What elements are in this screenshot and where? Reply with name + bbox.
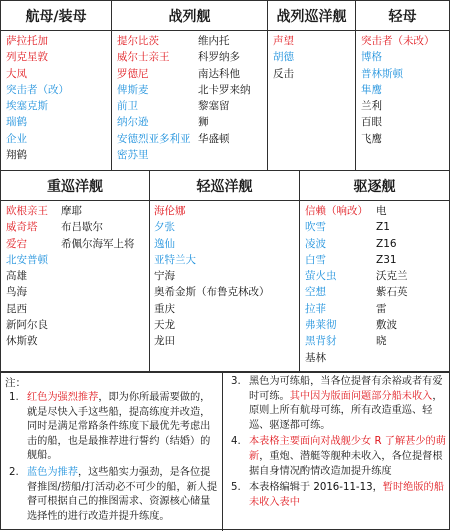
section-heavy-cruiser <box>0 171 150 372</box>
note-text: ，即为你所最需要做的，就是尽快入手这些船，提高练度并改造，同时是满足常路条件练度下最优先考虑出击的船，也是最推荐进行誓约（结婚）的舰船。 <box>27 392 211 462</box>
ship-name: 萨拉托加 <box>6 35 48 47</box>
ship-name: 普林斯顿 <box>361 67 403 80</box>
notes-panel <box>0 372 450 530</box>
section-destroyer <box>300 171 450 372</box>
ship-name: 逸仙 <box>154 237 175 250</box>
note-number: 1. <box>9 392 19 403</box>
ship-list <box>273 33 294 82</box>
ship-name: 沃克兰 <box>376 270 408 283</box>
ship-name: 大凤 <box>6 67 27 80</box>
ship-name: Z16 <box>376 237 397 250</box>
ship-list <box>6 33 69 163</box>
ship-name: 信赖（响改） <box>305 205 368 217</box>
section-battleship <box>112 0 268 171</box>
ship-name: 晓 <box>376 335 387 348</box>
ship-list <box>117 33 191 163</box>
ship-name: 博格 <box>361 51 382 64</box>
ship-name: 维内托 <box>198 35 230 47</box>
ship-name: 北安普顿 <box>6 253 48 266</box>
ship-name: 昆西 <box>6 302 27 315</box>
note-text: 本表格主要面向对战舰少女 R 了解甚少的萌新 <box>249 436 446 462</box>
note-text: 蓝色为推荐 <box>27 466 78 478</box>
ship-name: 敷波 <box>376 319 397 332</box>
ship-name: 突击者（改） <box>6 83 69 96</box>
ship-name: Z31 <box>376 253 397 266</box>
note-text: 暂时绝版的船未收入表中 <box>249 482 444 508</box>
ship-name: 北卡罗来纳 <box>198 83 251 96</box>
ship-name: 基林 <box>305 351 326 364</box>
section-title: 战列舰 <box>112 1 267 31</box>
ship-list <box>61 203 135 252</box>
ship-name: 凌波 <box>305 237 326 250</box>
ship-name: 科罗纳多 <box>198 51 240 64</box>
ship-name: 翔鹤 <box>6 149 27 162</box>
ship-name: 弗莱彻 <box>305 319 337 332</box>
ship-name: 反击 <box>273 67 294 80</box>
notes-left <box>1 373 223 531</box>
section-title: 轻母 <box>356 1 449 31</box>
ship-name: 黎塞留 <box>198 100 230 113</box>
note-item <box>5 466 218 524</box>
ship-name: 企业 <box>6 132 27 145</box>
ship-name: 布吕歇尔 <box>61 221 103 234</box>
note-text: ，重炮、潜艇等舰种未收入，各位提督根据自身情况酌情改造加提升练度 <box>249 450 443 477</box>
note-number: 5. <box>231 482 241 494</box>
ship-name: 空想 <box>305 286 326 299</box>
ship-name: 拉菲 <box>305 302 326 315</box>
ship-name: 龙田 <box>154 335 175 348</box>
ship-name: 希佩尔海军上将 <box>61 237 135 250</box>
note-text: ，原则上所有航母可练，所有改造重巡、轻巡、驱逐都可练。 <box>249 390 443 431</box>
section-title: 战列巡洋舰 <box>268 1 355 31</box>
ship-name: 黑背豺 <box>305 335 337 348</box>
ship-list <box>198 33 251 147</box>
ship-list <box>361 33 435 147</box>
note-number: 3. <box>231 376 241 387</box>
note-item <box>227 375 447 433</box>
ship-name: 爱宕 <box>6 237 27 250</box>
ship-name: 华盛顿 <box>198 132 230 145</box>
ship-list <box>305 203 368 366</box>
ship-name: 俾斯麦 <box>117 83 149 96</box>
section-title: 驱逐舰 <box>300 171 449 201</box>
ship-name: 高雄 <box>6 270 27 283</box>
note-number: 4. <box>231 436 241 448</box>
ship-name: 电 <box>376 205 387 217</box>
ship-name: 狮 <box>198 116 209 129</box>
ship-name: 隼鹰 <box>361 83 382 96</box>
ship-name: 紫石英 <box>376 286 408 299</box>
ship-name: Z1 <box>376 221 390 234</box>
ship-name: 鸟海 <box>6 286 27 299</box>
section-title: 航母/装母 <box>1 1 111 31</box>
ship-name: 休斯敦 <box>6 335 38 348</box>
section-title: 重巡洋舰 <box>1 171 149 201</box>
ship-name: 声望 <box>273 35 294 47</box>
section-light-carrier <box>356 0 450 171</box>
ship-list <box>376 203 408 350</box>
ship-name: 纳尔逊 <box>117 116 149 129</box>
note-text: 本表格编辑于 2016-11-13， <box>249 482 383 494</box>
ship-name: 重庆 <box>154 302 175 315</box>
ship-name: 天龙 <box>154 319 175 332</box>
ship-name: 威尔士亲王 <box>117 51 170 64</box>
ship-name: 雷 <box>376 302 387 315</box>
notes-header: 注： <box>5 377 26 389</box>
ship-name: 飞鹰 <box>361 132 382 145</box>
ship-name: 萤火虫 <box>305 270 337 283</box>
ship-name: 威奇塔 <box>6 221 38 234</box>
note-item <box>227 435 447 479</box>
ship-name: 海伦娜 <box>154 205 186 217</box>
note-text: 红色为强烈推荐 <box>27 392 99 403</box>
ship-name: 新阿尔良 <box>6 319 48 332</box>
ship-name: 百眼 <box>361 116 382 129</box>
section-battlecruiser <box>268 0 356 171</box>
ship-list <box>6 203 48 350</box>
note-item <box>227 481 447 510</box>
ship-name: 安德烈亚多利亚 <box>117 132 191 145</box>
note-number: 2. <box>9 466 19 478</box>
ship-name: 提尔比茨 <box>117 35 159 47</box>
ship-name: 欧根亲王 <box>6 205 48 217</box>
ship-name: 密苏里 <box>117 149 149 162</box>
section-carrier <box>0 0 112 171</box>
ship-name: 前卫 <box>117 100 138 113</box>
ship-name: 吹雪 <box>305 221 326 234</box>
ship-name: 亚特兰大 <box>154 253 196 266</box>
ship-name: 列克星敦 <box>6 51 48 64</box>
ship-name: 罗德尼 <box>117 67 149 80</box>
ship-name: 兰利 <box>361 100 382 113</box>
ship-name: 奥希金斯（布鲁克林改） <box>154 286 270 299</box>
ship-name: 瑞鹤 <box>6 116 27 129</box>
note-text: ，这些船实力强劲，是各位提督推图/捞船/打活动必不可少的船，新人提督可根据自己的推图需求、资源核心储量选择性的进行改造并提升练度。 <box>27 466 218 522</box>
ship-list <box>154 203 270 350</box>
section-title: 轻巡洋舰 <box>150 171 299 201</box>
note-text: 黑色为可练船，当各位提督有余裕或者有爱时可练。 <box>249 376 443 402</box>
note-text: 其中因为版面问题部分船未收入 <box>289 390 433 402</box>
note-item <box>5 391 218 464</box>
ship-name: 埃塞克斯 <box>6 100 48 113</box>
ship-name: 摩耶 <box>61 205 82 217</box>
notes-right <box>223 373 450 531</box>
ship-name: 南达科他 <box>198 67 240 80</box>
ship-name: 白雪 <box>305 253 326 266</box>
ship-name: 胡德 <box>273 51 294 64</box>
ship-name: 夕张 <box>154 221 175 234</box>
ship-name: 突击者（未改） <box>361 35 435 47</box>
section-light-cruiser <box>150 171 300 372</box>
ship-name: 宁海 <box>154 270 175 283</box>
